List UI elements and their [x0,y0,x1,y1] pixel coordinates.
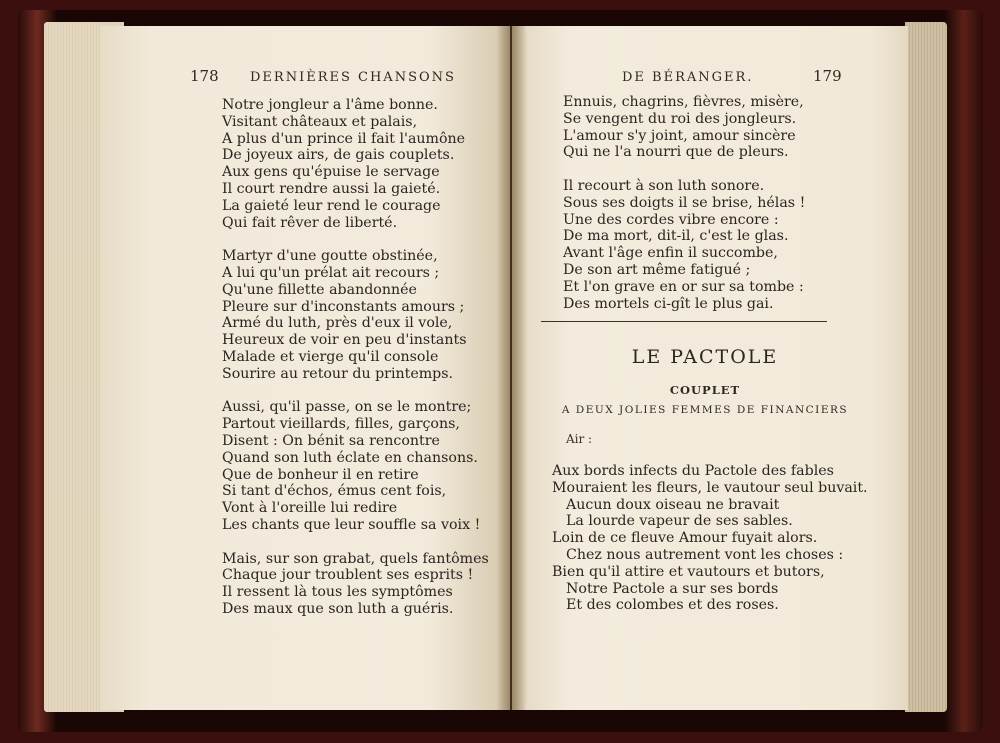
verse-line: Des mortels ci-gît le plus gai. [563,295,774,312]
verse-line: Vont à l'oreille lui redire [222,500,398,517]
verse-line: De ma mort, dit-il, c'est le glas. [563,228,789,245]
verse-line: Il recourt à son luth sonore. [563,177,765,194]
right-running-header: DE BÉRANGER. [622,70,754,85]
verse-line: Disent : On bénit sa rencontre [222,432,440,449]
verse-line: Martyr d'une goutte obstinée, [222,248,438,265]
verse-line: Aux bords infects du Pactole des fables [552,463,834,479]
verse-line: Qu'une fillette abandonnée [222,281,417,298]
verse-line: Il court rendre aussi la gaieté. [222,180,441,197]
song-text [552,463,868,614]
verse-line: Qui fait rêver de liberté. [222,214,398,231]
verse-line: La lourde vapeur de ses sables. [566,513,793,530]
verse-line: Mais, sur son grabat, quels fantômes [222,550,489,567]
verse-line: Sous ses doigts il se brise, hélas ! [563,194,806,211]
verse-line: A lui qu'un prélat ait recours ; [222,264,440,281]
verse-line: Bien qu'il attire et vautours et butors, [552,563,825,580]
verse-line: De joyeux airs, de gais couplets. [222,147,455,164]
verse-line: Partout vieillards, filles, garçons, [222,416,460,433]
verse-line: Heureux de voir en peu d'instants [222,332,467,349]
verse-line: Ennuis, chagrins, fièvres, misère, [563,94,804,110]
verse-line: Il ressent là tous les symptômes [222,584,453,601]
verse-line: L'amour s'y joint, amour sincère [563,127,796,144]
verse-line: Visitant châteaux et palais, [222,113,418,130]
verse-line: Chaque jour troublent ses esprits ! [222,567,474,584]
left-page-number: 178 [190,67,219,85]
verse-line: Si tant d'échos, émus cent fois, [222,483,447,500]
stanza-break [222,231,489,248]
verse-line: Sourire au retour du printemps. [222,365,454,382]
verse-line: Que de bonheur il en retire [222,466,419,483]
verse-line: Aux gens qu'épuise le servage [222,164,440,181]
page-edges-right [905,22,947,712]
verse-line: La gaieté leur rend le courage [222,197,441,214]
verse-line: De son art même fatigué ; [563,261,751,278]
verse-line: Qui ne l'a nourri que de pleurs. [563,144,789,161]
verse-line: Notre Pactole a sur ses bords [566,580,779,597]
verse-line: Se vengent du roi des jongleurs. [563,110,797,127]
verse-line: Et l'on grave en or sur sa tombe : [563,278,804,295]
verse-line: Mouraient les fleurs, le vautour seul buvait. [552,479,868,496]
verse-line: Aucun doux oiseau ne bravait [566,496,780,513]
left-running-header: DERNIÈRES CHANSONS [250,70,456,85]
stanza-break [563,161,805,178]
verse-line: Pleure sur d'inconstants amours ; [222,298,465,315]
left-page-text [222,97,489,618]
verse-line: Quand son luth éclate en chansons. [222,449,478,466]
verse-line: Chez nous autrement vont les choses : [566,546,844,563]
right-page-text [563,94,805,312]
song-title: LE PACTOLE [631,346,779,368]
book-gutter [496,26,526,710]
verse-line: Les chants que leur souffle sa voix ! [222,516,481,533]
verse-line: Aussi, qu'il passe, on se le montre; [222,399,472,416]
verse-line: Des maux que son luth a guéris. [222,600,454,617]
stanza-break [222,383,489,400]
section-divider [541,321,827,322]
verse-line: Une des cordes vibre encore : [563,211,779,228]
verse-line: Et des colombes et des roses. [566,597,779,614]
verse-line: A plus d'un prince il fait l'aumône [222,130,466,147]
verse-line: Armé du luth, près d'eux il vole, [222,315,453,332]
verse-line: Notre jongleur a l'âme bonne. [222,97,438,113]
song-dedication: A DEUX JOLIES FEMMES DE FINANCIERS [561,404,849,416]
verse-line: Malade et vierge qu'il console [222,348,439,365]
right-page-number: 179 [813,67,842,85]
verse-line: Loin de ce fleuve Amour fuyait alors. [552,530,818,547]
verse-line: Avant l'âge enfin il succombe, [563,245,778,262]
song-subtitle: COUPLET [669,383,741,397]
stanza-break [222,534,489,551]
song-air: Air : [566,432,593,446]
